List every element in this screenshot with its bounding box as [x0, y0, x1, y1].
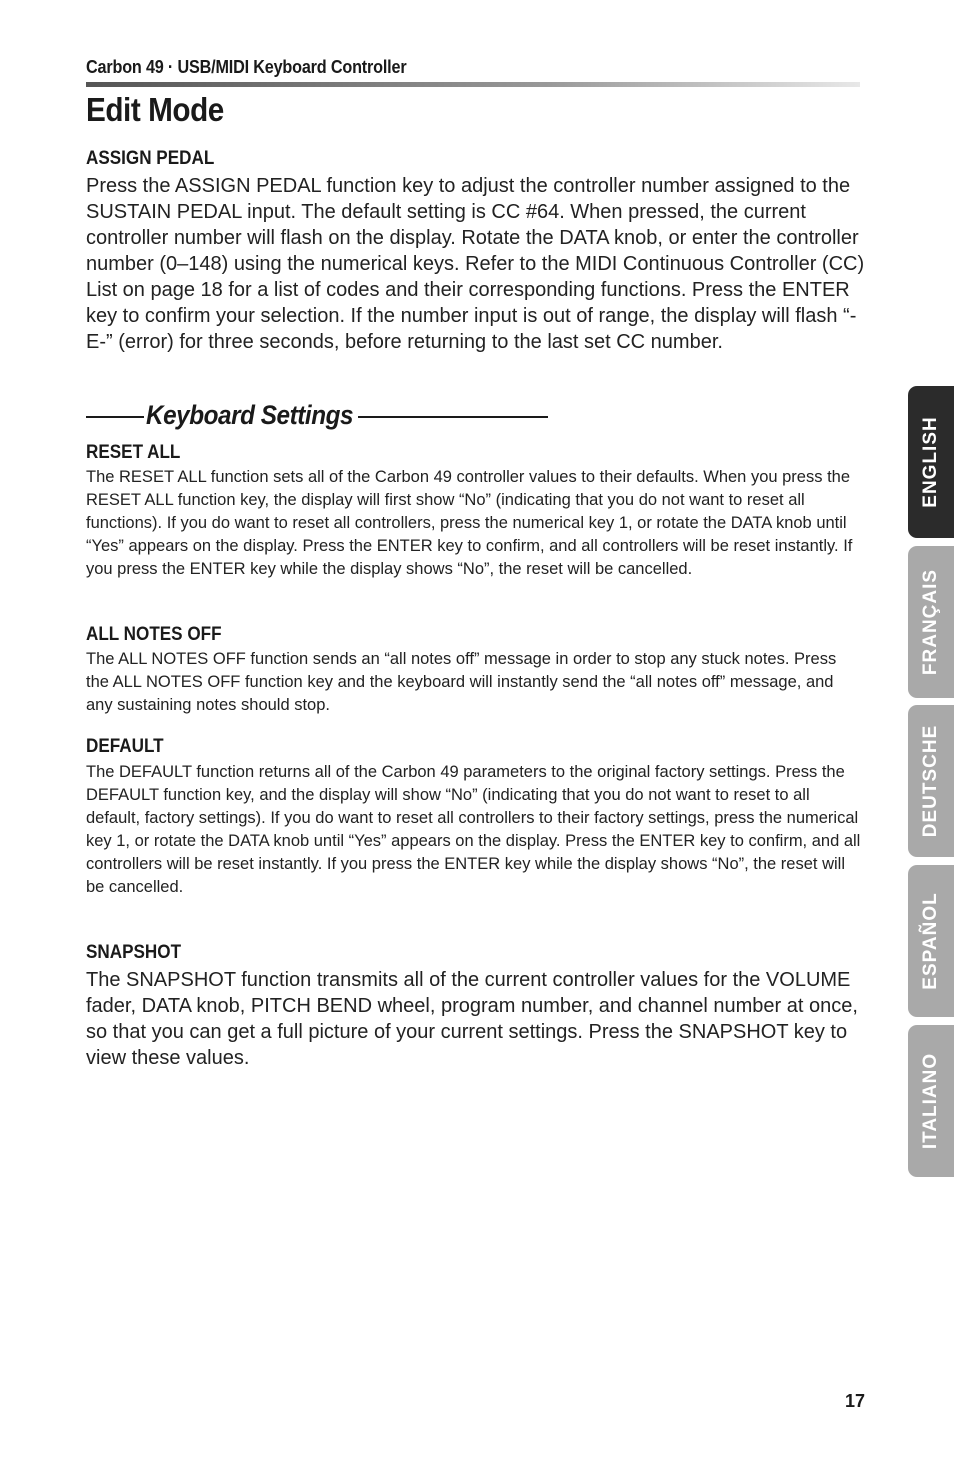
tab-francais-label: FRANÇAIS	[920, 568, 941, 676]
tab-francais[interactable]	[908, 546, 954, 698]
tab-english[interactable]	[908, 386, 954, 538]
tab-english-label: ENGLISH	[920, 416, 941, 508]
default-heading: DEFAULT	[86, 736, 164, 757]
tab-italiano-label: ITALIANO	[920, 1052, 941, 1150]
keyboard-settings-section-title	[86, 400, 548, 434]
default-body: The DEFAULT function returns all of the Carbon 49 parameters to the original factory settings. Press the DEFAULT function key, and the display will show “No” (indicating that you do not want to reset to all default, factory settings). If you do want to reset all controllers to their factory settings, press the numerical key 1, or rotate the DATA knob until “Yes” appears on the display. Press the ENTER key to confirm, and all controllers will be reset instantly. If you press the ENTER key while the display shows “No”, the reset will be cancelled.	[86, 763, 861, 896]
assign-pedal-heading: ASSIGN PEDAL	[86, 148, 215, 169]
snapshot-body: The SNAPSHOT function transmits all of the current controller values for the VOLUME fader, DATA knob, PITCH BEND wheel, program number, and channel number at once, so that you can get a full picture of your current settings. Press the SNAPSHOT key to view these values.	[86, 969, 858, 1069]
reset-all-body: The RESET ALL function sets all of the Carbon 49 controller values to their defaults. When you press the RESET ALL function key, the display will first show “No” (indicating that you do not want to reset all functions). If you do want to reset all controllers, press the numerical key 1, or rotate the DATA knob until “Yes” appears on the display. Press the ENTER key to confirm, and all controllers will be reset instantly. If you press the ENTER key while the display shows “No”, the reset will be cancelled.	[86, 468, 853, 578]
assign-pedal-body: Press the ASSIGN PEDAL function key to adjust the controller number assigned to the SUSTAIN PEDAL input. The default setting is CC #64. When pressed, the current controller number will flash on the display. Rotate the DATA knob, or enter the controller number (0–148) using the numerical keys. Refer to the MIDI Continuous Controller (CC) List on page 18 for a list of codes and their corresponding functions. Press the ENTER key to confirm your selection. If the number input is out of range, the display will flash “-E-” (error) for three seconds, before returning to the last set CC number.	[86, 175, 865, 353]
section-rule-left	[86, 416, 144, 418]
page-title: Edit Mode	[86, 91, 224, 128]
all-notes-off-heading: ALL NOTES OFF	[86, 624, 222, 645]
running-header: Carbon 49 · USB/MIDI Keyboard Controller	[86, 57, 407, 77]
snapshot-heading: SNAPSHOT	[86, 942, 182, 963]
header-rule	[86, 82, 860, 87]
tab-deutsche-label: DEUTSCHE	[920, 724, 941, 838]
page-number: 17	[845, 1391, 866, 1411]
section-rule-right	[358, 416, 548, 418]
all-notes-off-body: The ALL NOTES OFF function sends an “all notes off” message in order to stop any stuck notes. Press the ALL NOTES OFF function key and the keyboard will instantly send the “all notes off” message, and any sustaining notes should stop.	[86, 650, 837, 714]
tab-deutsche[interactable]	[908, 705, 954, 857]
tab-espanol[interactable]	[908, 865, 954, 1017]
keyboard-settings-title: Keyboard Settings	[146, 400, 354, 430]
tab-espanol-label: ESPAÑOL	[920, 892, 941, 990]
tab-italiano[interactable]	[908, 1025, 954, 1177]
reset-all-heading: RESET ALL	[86, 442, 181, 463]
